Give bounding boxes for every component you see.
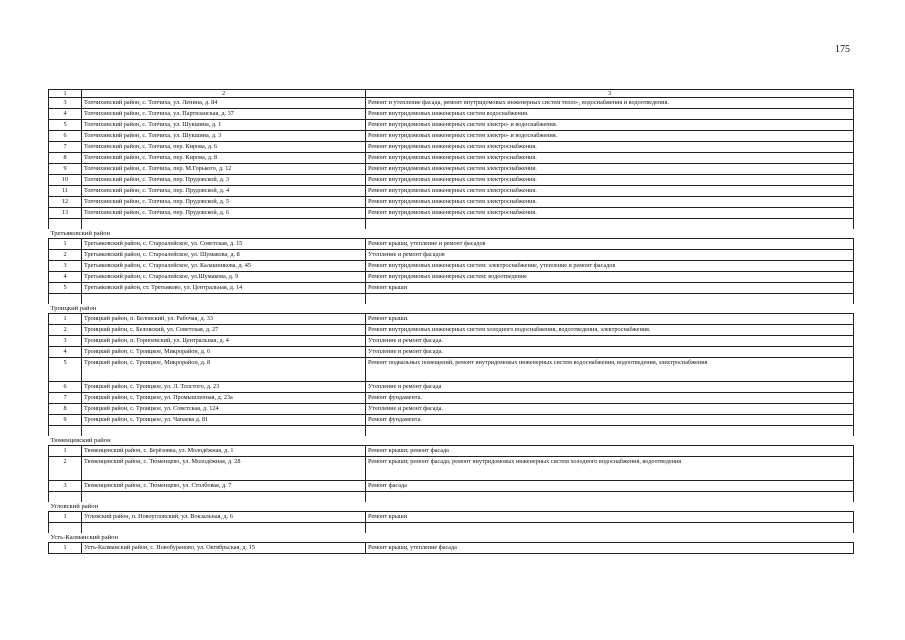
work-description-cell: Ремонт фундамента. xyxy=(366,393,854,404)
table-row xyxy=(49,393,854,404)
address-cell: Топчихинский район, с. Топчиха, пер. Прудовской, д. 3 xyxy=(82,175,366,186)
row-number: 1 xyxy=(49,512,82,523)
row-number: 5 xyxy=(49,283,82,294)
work-description-cell: Ремонт внутридомовых инженерных систем электроснабжения. xyxy=(366,175,854,186)
address-cell: Троицкий район, с. Троицкое, Микрорайон, д. 8 xyxy=(82,358,366,382)
work-description-cell: Ремонт крыши. xyxy=(366,314,854,325)
address-cell: Угловский район, п. Новоугловский, ул. Вокзальная, д. 6 xyxy=(82,512,366,523)
work-description-cell: Ремонт крыши, утепление фасада xyxy=(366,543,854,554)
row-number: 8 xyxy=(49,404,82,415)
address-cell: Тюменцевский район, с. Тюменцево, ул. Столбовая, д. 7 xyxy=(82,481,366,492)
spacer-row xyxy=(49,426,854,437)
address-cell: Топчихинский район, с. Топчиха, ул. Шукшина, д. 1 xyxy=(82,120,366,131)
work-description-cell: Утепление и ремонт фасада. xyxy=(366,336,854,347)
spacer-row xyxy=(49,492,854,503)
address-cell: Третьяковский район, с. Староалейское, ул. Шумакова, д. 8 xyxy=(82,250,366,261)
district-heading: Тюменцевский район xyxy=(49,436,854,446)
column-number-row xyxy=(49,90,854,98)
column-number: 2 xyxy=(82,90,366,98)
spacer-cell xyxy=(49,294,82,305)
table-row xyxy=(49,175,854,186)
address-cell: Топчихинский район, с. Топчиха, пер. Кирова, д. 8 xyxy=(82,153,366,164)
district-heading: Троицкий район xyxy=(49,304,854,314)
work-description-cell: Ремонт внутридомовых инженерных систем: водоотведение xyxy=(366,272,854,283)
spacer-cell xyxy=(49,523,82,534)
address-cell: Топчихинский район, с. Топчиха, пер. Прудовской, д. 6 xyxy=(82,208,366,219)
table-row xyxy=(49,250,854,261)
address-cell: Троицкий район, с. Троицкое, ул. Л. Толстого, д. 23 xyxy=(82,382,366,393)
page-number: 175 xyxy=(835,44,850,55)
table-row xyxy=(49,325,854,336)
work-description-cell: Ремонт внутридомовых инженерных систем электро- и водоснабжения. xyxy=(366,120,854,131)
row-number: 3 xyxy=(49,98,82,109)
spacer-cell xyxy=(366,426,854,437)
table-row xyxy=(49,186,854,197)
spacer-row xyxy=(49,523,854,534)
spacer-row xyxy=(49,219,854,230)
row-number: 4 xyxy=(49,272,82,283)
row-number: 1 xyxy=(49,239,82,250)
row-number: 7 xyxy=(49,393,82,404)
table-row xyxy=(49,512,854,523)
work-description-cell: Ремонт внутридомовых инженерных систем водоснабжения. xyxy=(366,109,854,120)
column-number: 3 xyxy=(366,90,854,98)
row-number: 5 xyxy=(49,358,82,382)
spacer-cell xyxy=(82,492,366,503)
spacer-cell xyxy=(366,492,854,503)
table-row xyxy=(49,404,854,415)
work-description-cell: Ремонт внутридомовых инженерных систем электроснабжения. xyxy=(366,208,854,219)
table-row xyxy=(49,314,854,325)
work-description-cell: Ремонт внутридомовых инженерных систем электроснабжения. xyxy=(366,153,854,164)
row-number: 8 xyxy=(49,153,82,164)
address-cell: Третьяковский район, с. Староалейское, ул. Калашникова, д. 45 xyxy=(82,261,366,272)
table-row xyxy=(49,347,854,358)
address-cell: Топчихинский район, с. Топчиха, ул. Партизанская, д. 37 xyxy=(82,109,366,120)
work-description-cell: Ремонт и утепление фасада, ремонт внутридомовых инженерных систем тепло-, водоснабжения и водоотведения. xyxy=(366,98,854,109)
work-description-cell: Ремонт крыши xyxy=(366,512,854,523)
work-description-cell: Ремонт подвальных помещений, ремонт внутридомовых инженерных систем водоснабжения, водоотведения, электроснабжения xyxy=(366,358,854,382)
row-number: 9 xyxy=(49,164,82,175)
district-heading: Усть-Калманский район xyxy=(49,533,854,543)
table-row xyxy=(49,543,854,554)
row-number: 1 xyxy=(49,446,82,457)
work-description-cell: Ремонт внутридомовых инженерных систем электроснабжения. xyxy=(366,142,854,153)
district-heading-row xyxy=(49,533,854,543)
work-description-cell: Ремонт внутридомовых инженерных систем холодного водоснабжения, водоотведения, электроснабжения. xyxy=(366,325,854,336)
table-row xyxy=(49,415,854,426)
row-number: 2 xyxy=(49,457,82,481)
spacer-cell xyxy=(49,219,82,230)
spacer-cell xyxy=(366,219,854,230)
address-cell: Троицкий район, с. Троицкое, ул. Советская, д. 124 xyxy=(82,404,366,415)
table-row xyxy=(49,208,854,219)
work-description-cell: Ремонт фундамента. xyxy=(366,415,854,426)
address-cell: Топчихинский район, с. Топчиха, пер. М.Горького, д. 12 xyxy=(82,164,366,175)
spacer-cell xyxy=(82,219,366,230)
row-number: 13 xyxy=(49,208,82,219)
address-cell: Усть-Калманский район, с. Новобурановo, ул. Октябрьская, д. 15 xyxy=(82,543,366,554)
work-description-cell: Утепление и ремонт фасада. xyxy=(366,404,854,415)
table-row xyxy=(49,272,854,283)
row-number: 3 xyxy=(49,481,82,492)
district-heading-row xyxy=(49,229,854,239)
row-number: 2 xyxy=(49,325,82,336)
table-row xyxy=(49,457,854,481)
address-cell: Троицкий район, с. Беловский, ул. Советская, д. 27 xyxy=(82,325,366,336)
address-cell: Топчихинский район, с. Топчиха, пер. Кирова, д. 6 xyxy=(82,142,366,153)
work-description-cell: Ремонт крыши; ремонт фасада xyxy=(366,446,854,457)
address-cell: Троицкий район, с. Троицкое, ул. Чапаева д. 81 xyxy=(82,415,366,426)
row-number: 7 xyxy=(49,142,82,153)
address-cell: Третьяковский район, с. Староалейское, ул.Шумакова, д. 9 xyxy=(82,272,366,283)
address-cell: Тюменцевский район, с. Тюменцево, ул. Молодёжная, д. 28 xyxy=(82,457,366,481)
table-row xyxy=(49,153,854,164)
row-number: 4 xyxy=(49,347,82,358)
row-number: 3 xyxy=(49,336,82,347)
work-description-cell: Утепление и ремонт фасада. xyxy=(366,347,854,358)
address-cell: Третьяковский район, ст. Третьяково, ул. Центральная, д. 14 xyxy=(82,283,366,294)
address-cell: Топчихинский район, с. Топчиха, ул. Шукшина, д. 3 xyxy=(82,131,366,142)
work-description-cell: Ремонт крыши xyxy=(366,283,854,294)
district-heading: Третьяковский район xyxy=(49,229,854,239)
address-cell: Топчихинский район, с. Топчиха, ул. Ленина, д. 84 xyxy=(82,98,366,109)
address-cell: Троицкий район, п. Беловский, ул. Рабочая, д. 33 xyxy=(82,314,366,325)
work-description-cell: Утепление и ремонт фасада xyxy=(366,382,854,393)
row-number: 1 xyxy=(49,543,82,554)
work-description-cell: Ремонт внутридомовых инженерных систем электроснабжения. xyxy=(366,197,854,208)
spacer-row xyxy=(49,294,854,305)
table-row xyxy=(49,131,854,142)
address-cell: Троицкий район, п. Горноевский, ул. Центральная, д. 4 xyxy=(82,336,366,347)
address-cell: Третьяковский район, с. Староалейское, ул. Советская, д. 15 xyxy=(82,239,366,250)
row-number: 11 xyxy=(49,186,82,197)
row-number: 5 xyxy=(49,120,82,131)
table-body xyxy=(49,90,854,554)
table-row xyxy=(49,142,854,153)
work-description-cell: Ремонт фасада xyxy=(366,481,854,492)
table-row xyxy=(49,481,854,492)
work-description-cell: Ремонт крыши, утепление и ремонт фасадов xyxy=(366,239,854,250)
table-row xyxy=(49,283,854,294)
table-row xyxy=(49,261,854,272)
repair-program-table xyxy=(48,89,854,554)
address-cell: Топчихинский район, с. Топчиха, пер. Прудовской, д. 5 xyxy=(82,197,366,208)
district-heading-row xyxy=(49,502,854,512)
work-description-cell: Ремонт внутридомовых инженерных систем: электроснабжение, утепление и ремонт фасадов xyxy=(366,261,854,272)
row-number: 6 xyxy=(49,131,82,142)
table-row xyxy=(49,382,854,393)
row-number: 2 xyxy=(49,250,82,261)
address-cell: Тюменцевский район, с. Берёзовка, ул. Молодёжная, д. 1 xyxy=(82,446,366,457)
row-number: 9 xyxy=(49,415,82,426)
table-row xyxy=(49,358,854,382)
spacer-cell xyxy=(82,523,366,534)
work-description-cell: Ремонт внутридомовых инженерных систем электро- и водоснабжения. xyxy=(366,131,854,142)
row-number: 6 xyxy=(49,382,82,393)
work-description-cell: Ремонт внутридомовых инженерных систем электроснабжения. xyxy=(366,186,854,197)
row-number: 1 xyxy=(49,314,82,325)
spacer-cell xyxy=(49,492,82,503)
work-description-cell: Ремонт внутридомовых инженерных систем электроснабжения. xyxy=(366,164,854,175)
column-number: 1 xyxy=(49,90,82,98)
spacer-cell xyxy=(366,294,854,305)
table-row xyxy=(49,98,854,109)
district-heading: Угловский район xyxy=(49,502,854,512)
table-row xyxy=(49,164,854,175)
table-row xyxy=(49,239,854,250)
row-number: 3 xyxy=(49,261,82,272)
row-number: 4 xyxy=(49,109,82,120)
spacer-cell xyxy=(49,426,82,437)
address-cell: Топчихинский район, с. Топчиха, пер. Прудовской, д. 4 xyxy=(82,186,366,197)
table-row xyxy=(49,446,854,457)
spacer-cell xyxy=(82,426,366,437)
table-row xyxy=(49,336,854,347)
row-number: 10 xyxy=(49,175,82,186)
district-heading-row xyxy=(49,304,854,314)
table-row xyxy=(49,109,854,120)
work-description-cell: Ремонт крыши; ремонт фасада; ремонт внутридомовых инженерных систем холодного водоснабжения, водоотведения xyxy=(366,457,854,481)
spacer-cell xyxy=(366,523,854,534)
row-number: 12 xyxy=(49,197,82,208)
address-cell: Троицкий район, с. Троицкое, Микрорайон, д. 6 xyxy=(82,347,366,358)
district-heading-row xyxy=(49,436,854,446)
spacer-cell xyxy=(82,294,366,305)
table-row xyxy=(49,197,854,208)
work-description-cell: Утепление и ремонт фасадов xyxy=(366,250,854,261)
table-row xyxy=(49,120,854,131)
address-cell: Троицкий район, с. Троицкое, ул. Промышленная, д. 23а xyxy=(82,393,366,404)
